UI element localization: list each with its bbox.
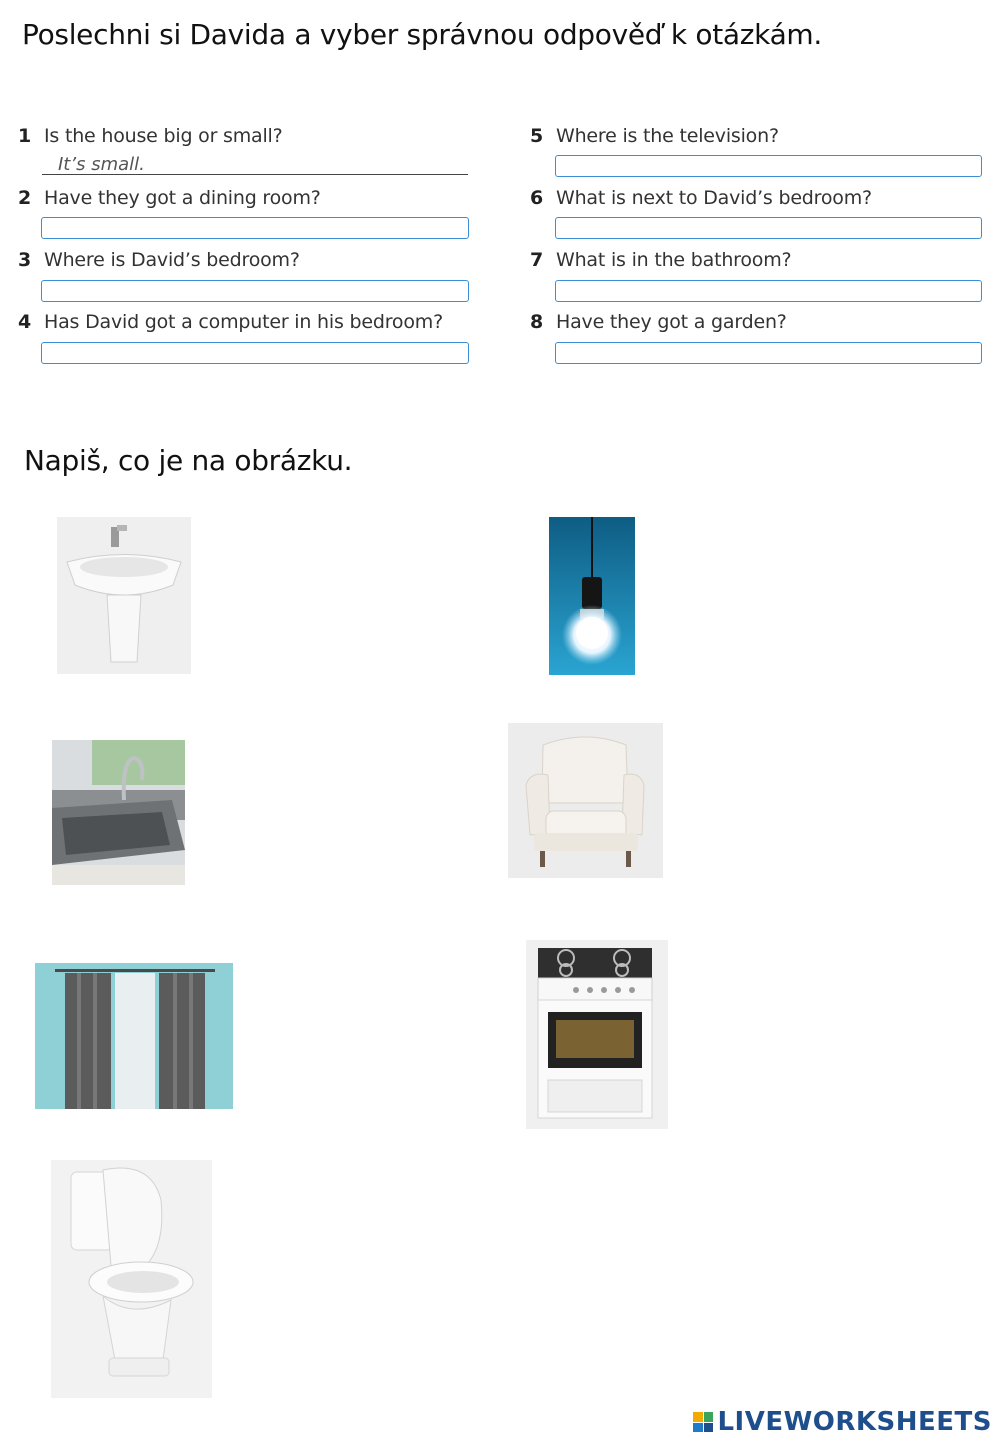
toilet-image — [51, 1160, 212, 1398]
page-title: Poslechni si Davida a vyber správnou odpověď k otázkám. — [22, 18, 822, 51]
kitchen-sink-image — [52, 740, 185, 885]
question-text: Where is the television? — [556, 125, 779, 147]
liveworksheets-logo — [693, 1407, 992, 1437]
example-answer: It’s small. — [58, 154, 145, 175]
question-text: What is in the bathroom? — [556, 249, 792, 271]
question-number: 7 — [530, 249, 544, 271]
answer-input-4[interactable] — [41, 342, 469, 364]
question-5 — [530, 125, 779, 147]
question-number: 4 — [18, 311, 32, 333]
washbasin-image — [57, 517, 191, 674]
question-7 — [530, 249, 791, 271]
answer-input-8[interactable] — [555, 342, 982, 364]
question-text: Have they got a dining room? — [44, 187, 321, 209]
question-6 — [530, 187, 872, 209]
question-number: 2 — [18, 187, 32, 209]
answer-input-3[interactable] — [41, 280, 469, 302]
answer-input-7[interactable] — [555, 280, 982, 302]
question-8 — [530, 311, 787, 333]
question-1 — [18, 125, 283, 147]
question-number: 5 — [530, 125, 544, 147]
question-text: Have they got a garden? — [556, 311, 787, 333]
answer-input-2[interactable] — [41, 217, 469, 239]
question-text: Where is David’s bedroom? — [44, 249, 300, 271]
question-4 — [18, 311, 443, 333]
cooker-image — [526, 940, 668, 1129]
answer-input-6[interactable] — [555, 217, 982, 239]
question-text: Is the house big or small? — [44, 125, 283, 147]
armchair-image — [508, 723, 663, 878]
question-3 — [18, 249, 300, 271]
question-number: 6 — [530, 187, 544, 209]
curtains-image — [35, 963, 233, 1109]
question-text: Has David got a computer in his bedroom? — [44, 311, 443, 333]
logo-icon — [693, 1412, 713, 1432]
light-bulb-image — [549, 517, 635, 675]
question-number: 1 — [18, 125, 32, 147]
answer-input-5[interactable] — [555, 155, 982, 177]
logo-text: LIVEWORKSHEETS — [717, 1407, 992, 1437]
question-2 — [18, 187, 321, 209]
question-number: 3 — [18, 249, 32, 271]
section-title: Napiš, co je na obrázku. — [24, 444, 353, 477]
example-answer-line — [42, 154, 468, 175]
question-text: What is next to David’s bedroom? — [556, 187, 872, 209]
question-number: 8 — [530, 311, 544, 333]
